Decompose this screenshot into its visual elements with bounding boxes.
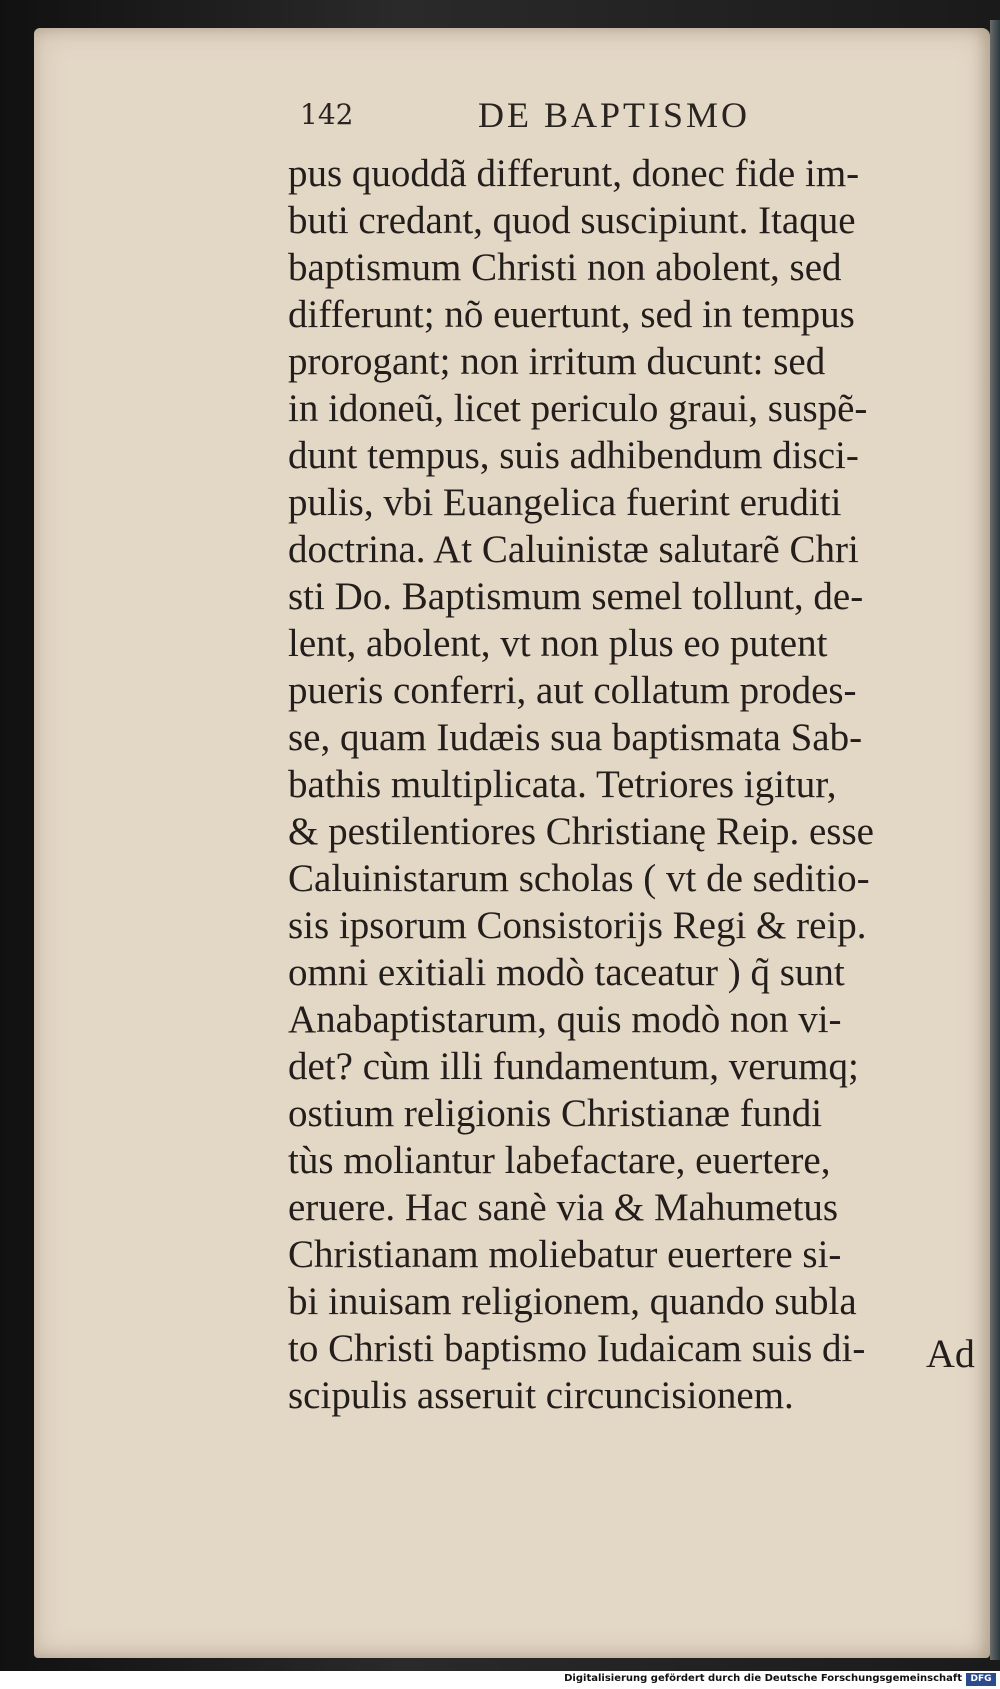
footer-bar bbox=[0, 1671, 1000, 1689]
text-line: bi inuisam religionem, quando subla bbox=[288, 1280, 857, 1323]
text-line: Anabaptistarum, quis modò non vi- bbox=[288, 998, 842, 1041]
footer-credit: Digitalisierung gefördert durch die Deutsche Forschungsgemeinschaft bbox=[564, 1673, 962, 1684]
text-line: lent, abolent, vt non plus eo putent bbox=[288, 622, 828, 665]
book-edge bbox=[990, 20, 1000, 1660]
page-number: 142 bbox=[300, 98, 354, 131]
text-line: tùs moliantur labefactare, euertere, bbox=[288, 1139, 831, 1182]
text-line: bathis multiplicata. Tetriores igitur, bbox=[288, 763, 837, 806]
text-line: baptismum Christi non abolent, sed bbox=[288, 246, 842, 289]
text-line: Christianam moliebatur euertere si- bbox=[288, 1233, 842, 1276]
text-line: prorogant; non irritum ducunt: sed bbox=[288, 340, 826, 383]
text-line: omni exitiali modò taceatur ) q̃ sunt bbox=[288, 951, 845, 994]
dfg-logo: DFG bbox=[966, 1673, 996, 1686]
page-header bbox=[300, 95, 800, 148]
text-line: dunt tempus, suis adhibendum disci- bbox=[288, 434, 859, 477]
text-line: in idoneũ, licet periculo graui, suspẽ- bbox=[288, 387, 868, 430]
text-line: doctrina. At Caluinistæ salutarẽ Chri bbox=[288, 528, 859, 571]
text-line: eruere. Hac sanè via & Mahumetus bbox=[288, 1186, 839, 1229]
text-line: sti Do. Baptismum semel tollunt, de- bbox=[288, 575, 864, 618]
text-line: sis ipsorum Consistorijs Regi & reip. bbox=[288, 904, 867, 947]
text-line: det? cùm illi fundamentum, verumq; bbox=[288, 1045, 859, 1088]
text-line: differunt; nõ euertunt, sed in tempus bbox=[288, 293, 855, 336]
running-head: DE BAPTISMO bbox=[478, 95, 751, 135]
catchword: Ad bbox=[926, 1331, 975, 1376]
text-line: pulis, vbi Euangelica fuerint eruditi bbox=[288, 481, 842, 524]
text-line: ostium religionis Christianæ fundi bbox=[288, 1092, 823, 1135]
text-line: scipulis asseruit circuncisionem. bbox=[288, 1374, 794, 1417]
text-line: pus quoddã differunt, donec fide im- bbox=[288, 152, 860, 195]
text-line: se, quam Iudæis sua baptismata Sab- bbox=[288, 716, 863, 759]
text-line: pueris conferri, aut collatum prodes- bbox=[288, 669, 857, 712]
body-text bbox=[288, 150, 988, 1419]
text-line: buti credant, quod suscipiunt. Itaque bbox=[288, 199, 856, 242]
text-line: to Christi baptismo Iudaicam suis di- bbox=[288, 1327, 866, 1370]
text-line: Caluinistarum scholas ( vt de seditio- bbox=[288, 857, 870, 900]
text-line: & pestilentiores Christianę Reip. esse bbox=[288, 810, 874, 853]
